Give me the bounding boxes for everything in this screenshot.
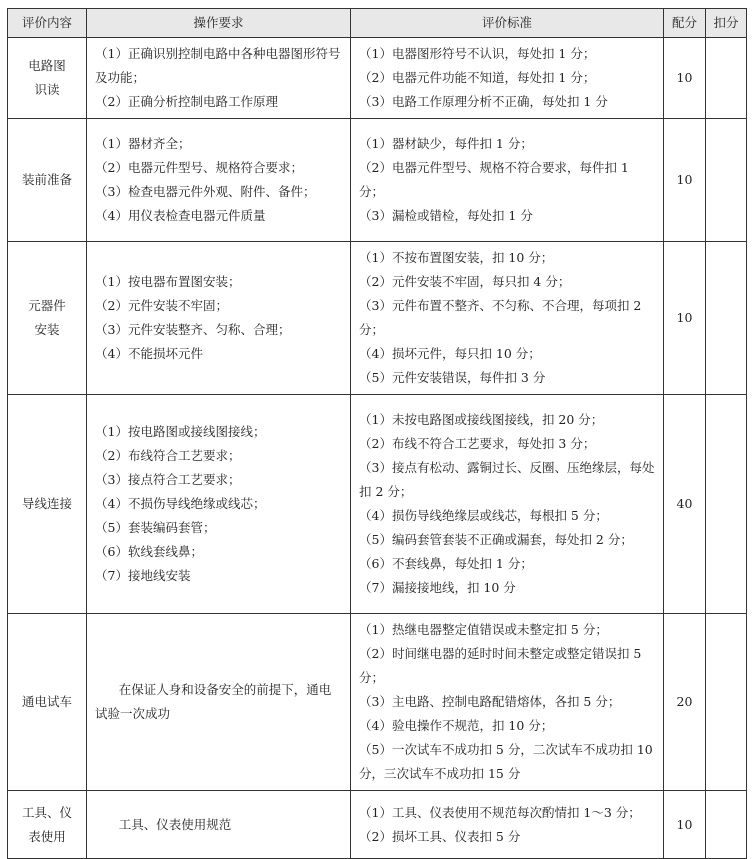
requirement-item: （2）电器元件型号、规格符合要求； [95,160,303,175]
standard-cell [351,614,664,791]
standard-item: （2）电器元件型号、规格不符合要求，每件扣 1 分； [359,160,629,199]
standard-item: （4）验电操作不规范，扣 10 分； [359,718,554,733]
requirement-item: （2）元件安装不牢固； [95,298,228,313]
table-row [8,395,747,614]
standard-item: （2）布线不符合工艺要求，每处扣 3 分； [359,436,596,451]
standard-item: （2）电器元件功能不知道，每处扣 1 分； [359,70,596,85]
requirement-cell [87,614,351,791]
header-standard: 评价标准 [351,9,664,38]
evaluation-content-line: 表使用 [28,828,66,844]
standard-item: （5）元件安装错误，每件扣 3 分 [359,370,546,385]
table-row [8,791,747,859]
standard-item: （2）时间继电器的延时时间未整定或整定错误扣 5 分； [359,646,642,685]
requirement-item: （6）软线套线鼻； [95,544,203,559]
evaluation-content-cell [8,395,87,614]
evaluation-content-cell [8,242,87,395]
evaluation-content-line: 导线连接 [21,496,72,511]
table-row [8,119,747,242]
deduction-cell[interactable] [706,791,747,859]
requirement-item: （4）用仪表检查电器元件质量 [95,208,266,223]
evaluation-content-line: 电路图 [28,58,66,73]
score-cell: 10 [664,38,706,119]
evaluation-content-line: 识读 [34,82,60,97]
standard-cell [351,791,664,859]
deduction-cell[interactable] [706,395,747,614]
requirement-item: （3）检查电器元件外观、附件、备件； [95,184,316,199]
header-requirement: 操作要求 [87,9,351,38]
requirement-item: （4）不能损坏元件 [95,346,203,361]
deduction-cell[interactable] [706,242,747,395]
standard-item: （1）不按布置图安装，扣 10 分； [359,250,554,265]
evaluation-content-line: 元器件 [28,298,66,313]
standard-item: （3）漏检或错检，每处扣 1 分 [359,208,533,223]
standard-item: （6）不套线鼻，每处扣 1 分； [359,556,533,571]
standard-item: （3）主电路、控制电路配错熔体，各扣 5 分； [359,694,621,709]
evaluation-content-cell [8,614,87,791]
header-content: 评价内容 [8,9,87,38]
deduction-cell[interactable] [706,614,747,791]
requirement-cell [87,395,351,614]
standard-item: （2）损坏工具、仪表扣 5 分 [359,828,521,844]
standard-item: （3）电路工作原理分析不正确，每处扣 1 分 [359,94,608,109]
score-cell: 20 [664,614,706,791]
requirement-item: （1）正确识别控制电路中各种电器图形符号及功能； [95,46,341,85]
standard-item: （1）工具、仪表使用不规范每次酌情扣 1～3 分； [359,804,641,820]
requirement-item: （7）接地线安装 [95,568,191,583]
evaluation-content-line: 装前准备 [21,172,72,187]
requirement-item: （2）布线符合工艺要求； [95,448,241,463]
table-row [8,614,747,791]
deduction-cell[interactable] [706,119,747,242]
requirement-cell [87,38,351,119]
standard-item: （5）一次试车不成功扣 5 分，二次试车不成功扣 10 分，三次试车不成功扣 15 分 [359,742,653,781]
requirement-item: 工具、仪表使用规范 [118,816,232,832]
standard-cell [351,38,664,119]
header-row [8,9,747,38]
standard-item: （5）编码套管套装不正确或漏套，每处扣 2 分； [359,532,633,547]
requirement-cell [87,119,351,242]
requirement-item: （1）按电路图或接线图接线； [95,424,266,439]
requirement-item: （3）接点符合工艺要求； [95,472,241,487]
requirement-item: 在保证人身和设备安全的前提下，通电试验一次成功 [95,682,332,721]
standard-item: （1）热继电器整定值错误或未整定扣 5 分； [359,622,608,637]
standard-item: （3）接点有松动、露铜过长、反圈、压绝缘层，每处扣 2 分； [359,460,655,499]
standard-item: （4）损伤导线绝缘层或线芯，每根扣 5 分； [359,508,608,523]
evaluation-content-line: 通电试车 [21,694,72,709]
standard-item: （1）未按电路图或接线图接线，扣 20 分； [359,412,604,427]
table-row [8,38,747,119]
evaluation-table [7,8,747,859]
standard-item: （1）器材缺少，每件扣 1 分； [359,136,533,151]
score-cell: 10 [664,242,706,395]
score-cell: 10 [664,119,706,242]
requirement-cell [87,791,351,859]
table-row [8,242,747,395]
requirement-item: （1）按电器布置图安装； [95,274,241,289]
standard-item: （2）元件安装不牢固，每只扣 4 分； [359,274,571,289]
standard-cell [351,395,664,614]
standard-cell [351,119,664,242]
header-deduction: 扣分 [706,9,747,38]
evaluation-content-cell [8,791,87,859]
requirement-item: （5）套装编码套管； [95,520,216,535]
standard-item: （4）损坏元件，每只扣 10 分； [359,346,541,361]
header-score: 配分 [664,9,706,38]
requirement-item: （2）正确分析控制电路工作原理 [95,94,278,109]
standard-cell [351,242,664,395]
evaluation-content-line: 工具、仪 [21,804,72,820]
table-body [8,38,747,859]
evaluation-content-cell [8,119,87,242]
evaluation-content-line: 安装 [34,322,60,337]
score-cell: 10 [664,791,706,859]
deduction-cell[interactable] [706,38,747,119]
standard-item: （7）漏接接地线，扣 10 分 [359,580,516,595]
requirement-item: （3）元件安装整齐、匀称、合理； [95,322,291,337]
standard-item: （3）元件布置不整齐、不匀称、不合理，每项扣 2 分； [359,298,642,337]
standard-item: （1）电器图形符号不认识，每处扣 1 分； [359,46,596,61]
requirement-item: （1）器材齐全； [95,136,191,151]
evaluation-content-cell [8,38,87,119]
score-cell: 40 [664,395,706,614]
requirement-item: （4）不损伤导线绝缘或线芯； [95,496,266,511]
requirement-cell [87,242,351,395]
